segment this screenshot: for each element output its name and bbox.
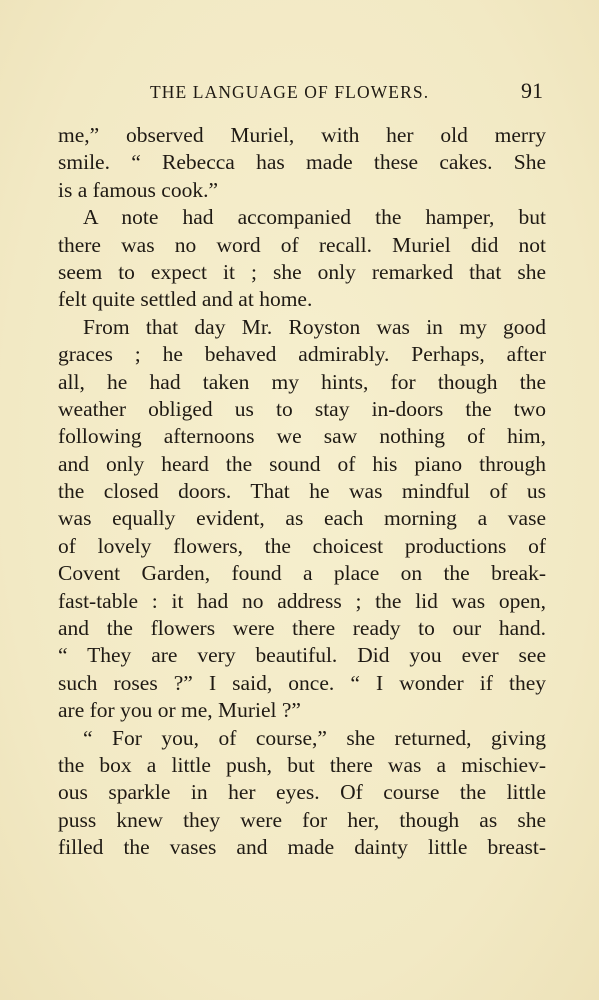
text-line: ous sparkle in her eyes. Of course the little	[58, 780, 546, 805]
text-line: is a famous cook.”	[58, 177, 219, 202]
text-line: and the flowers were there ready to our hand.	[58, 616, 546, 641]
text-line: graces ; he behaved admirably. Perhaps, after	[58, 342, 546, 367]
text-line: and only heard the sound of his piano through	[58, 451, 546, 476]
running-title: THE LANGUAGE OF FLOWERS.	[150, 82, 430, 102]
text-line: seem to expect it ; she only remarked that she	[58, 259, 546, 284]
text-line: weather obliged us to stay in-doors the two	[58, 396, 546, 421]
text-line: the closed doors. That he was mindful of us	[58, 479, 546, 504]
text-line: me,” observed Muriel, with her old merry	[58, 123, 546, 147]
text-line: was equally evident, as each morning a vase	[58, 506, 546, 531]
text-line: “ For you, of course,” she returned, giving	[83, 725, 546, 750]
text-line: following afternoons we saw nothing of him,	[58, 424, 546, 449]
text-line: of lovely flowers, the choicest productions of	[58, 533, 546, 558]
text-line: felt quite settled and at home.	[58, 287, 313, 312]
text-line: puss knew they were for her, though as she	[58, 807, 546, 832]
text-line: all, he had taken my hints, for though the	[58, 369, 546, 394]
text-line: A note had accompanied the hamper, but	[83, 205, 546, 230]
text-line: filled the vases and made dainty little breast-	[58, 835, 546, 860]
text-line: there was no word of recall. Muriel did not	[58, 232, 546, 257]
text-line: such roses ?” I said, once. “ I wonder if they	[58, 670, 546, 695]
text-line: Covent Garden, found a place on the break-	[58, 561, 546, 586]
body-text	[58, 122, 546, 862]
text-line: are for you or me, Muriel ?”	[58, 698, 301, 723]
text-line: the box a little push, but there was a mischiev-	[58, 752, 546, 777]
text-line: fast-table : it had no address ; the lid was open,	[58, 588, 546, 613]
page-number: 91	[521, 78, 543, 103]
text-line: From that day Mr. Royston was in my good	[83, 314, 546, 339]
running-head	[58, 80, 546, 104]
text-line: “ They are very beautiful. Did you ever see	[58, 643, 546, 668]
text-line: smile. “ Rebecca has made these cakes. She	[58, 150, 546, 175]
